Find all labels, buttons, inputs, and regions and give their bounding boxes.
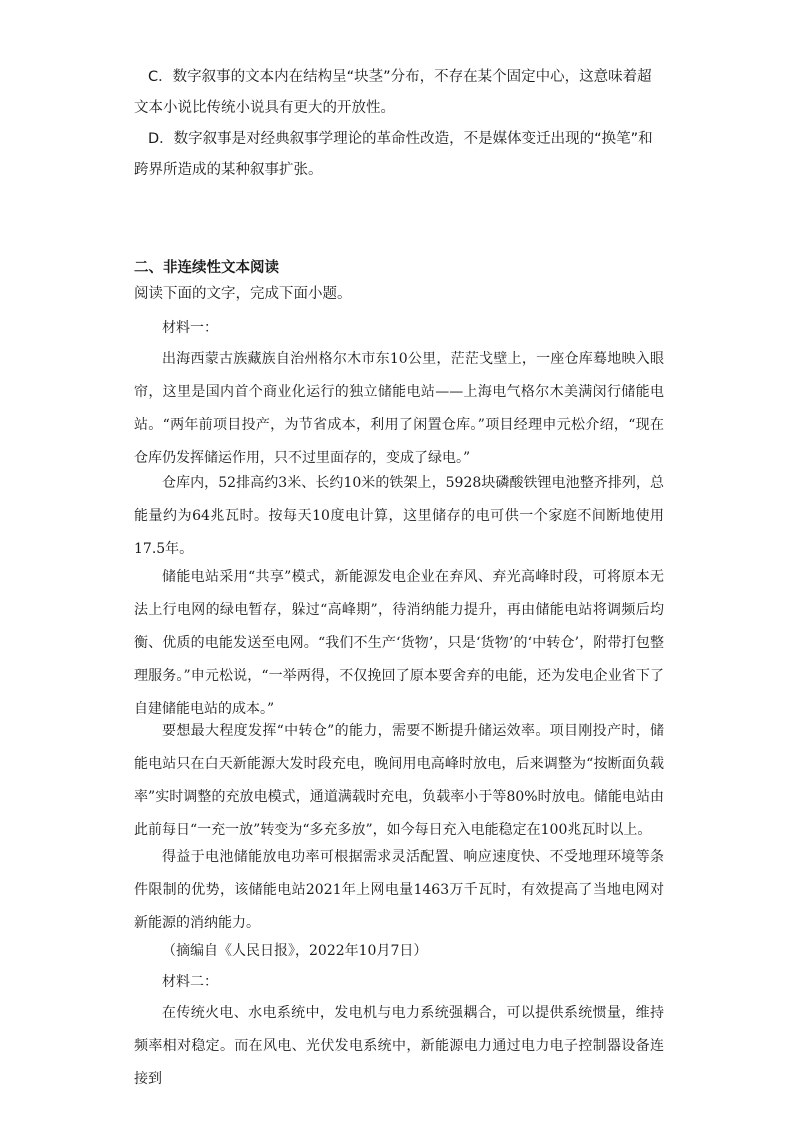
material1-source: （摘编自《人民日报》，2022年10月7日） bbox=[162, 943, 428, 959]
section-heading: 二、非连续性文本阅读 bbox=[134, 260, 279, 276]
option-d: D．数字叙事是对经典叙事学理论的革命性改造，不是媒体变迁出现的“换笔”和跨界所造成的某种叙事扩张。 bbox=[134, 131, 653, 178]
material1-paragraph-1: 出海西蒙古族藏族自治州格尔木市东10公里，茫茫戈壁上，一座仓库蓦地映入眼帘，这里是国内首个商业化运行的独立储能电站——上海电气格尔木美满闵行储能电站。“两年前项目投产，为节省成本，利用了闲置仓库。”项目经理申元松介绍，“现在仓库仍发挥储运作用，只不过里面存的，变成了绿电。” bbox=[134, 351, 664, 466]
option-c: C．数字叙事的文本内在结构呈“块茎”分布，不存在某个固定中心，这意味着超文本小说比传统小说具有更大的开放性。 bbox=[134, 69, 652, 116]
material2-label: 材料二： bbox=[162, 974, 218, 990]
material1-paragraph-5: 得益于电池储能放电功率可根据需求灵活配置、响应速度快、不受地理环境等条件限制的优势，该储能电站2021年上网电量1463万千瓦时，有效提高了当地电网对新能源的消纳能力。 bbox=[134, 849, 664, 931]
material1-paragraph-4: 要想最大程度发挥“中转仓”的能力，需要不断提升储运效率。项目刚投产时，储能电站只在白天新能源大发时段充电，晚间用电高峰时放电，后来调整为“按断面负载率”实时调整的充放电模式，通道满载时充电，负载率小于等80%时放电。储能电站由此前每日“一充一放”转变为“多充多放”，如今每日充入电能稳定在100兆瓦时以上。 bbox=[134, 723, 664, 838]
material2-paragraph-1: 在传统火电、水电系统中，发电机与电力系统强耦合，可以提供系统惯量，维持频率相对稳定。而在风电、光伏发电系统中，新能源电力通过电力电子控制器设备连接到 bbox=[134, 1005, 664, 1087]
material1-label: 材料一： bbox=[162, 320, 218, 336]
section-instruction: 阅读下面的文字，完成下面小题。 bbox=[134, 286, 352, 302]
material1-paragraph-2: 仓库内，52排高约3米、长约10米的铁架上，5928块磷酸铁锂电池整齐排列，总能量约为64兆瓦时。按每天10度电计算，这里储存的电可供一个家庭不间断地使用17.5年。 bbox=[134, 475, 664, 557]
material1-paragraph-3: 储能电站采用“共享”模式，新能源发电企业在弃风、弃光高峰时段，可将原本无法上行电网的绿电暂存，躲过“高峰期”，待消纳能力提升，再由储能电站将调频后均衡、优质的电能发送至电网。“我们不生产‘货物’，只是‘货物’的‘中转仓’，附带打包整理服务。”申元松说，“一举两得，不仅挽回了原本要舍弃的电能，还为发电企业省下了自建储能电站的成本。” bbox=[134, 569, 664, 717]
